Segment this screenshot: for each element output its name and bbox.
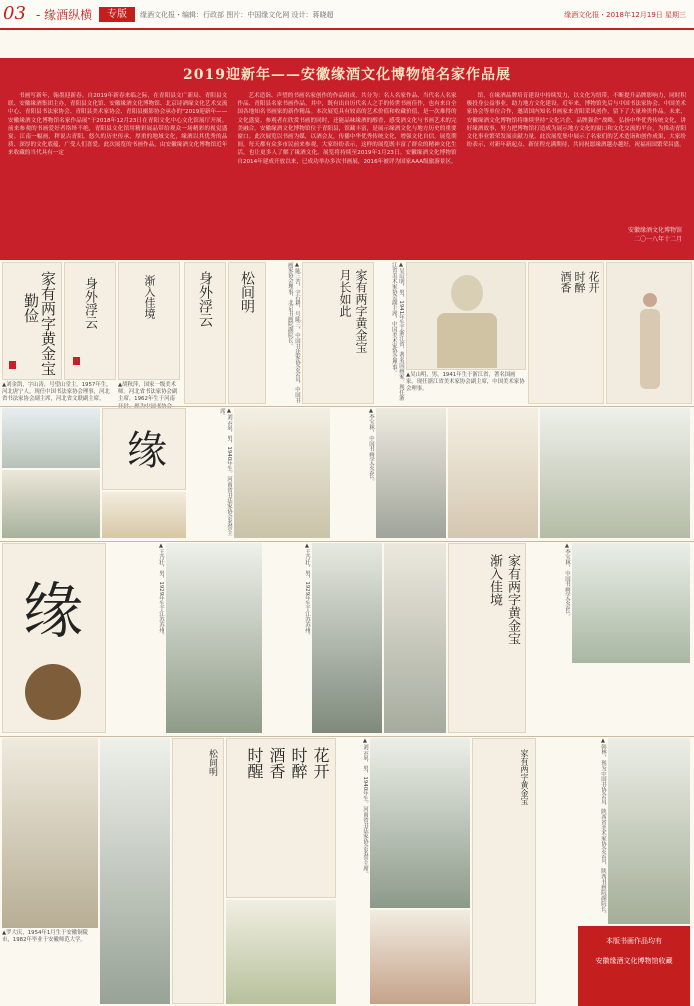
section-title: - 缘酒纵横 (36, 8, 93, 22)
artwork-calligraphy-9: 松间明 (172, 738, 224, 1004)
artwork-calligraphy-yuan-2: 缘 (2, 543, 106, 733)
feature-title: 2019迎新年——安徽缘酒文化博物馆名家作品展 (183, 67, 511, 83)
caption-2: ▲胡秋萍，国家一级美术师。河北省书法家协会副主席。1962年生于河南 (118, 382, 178, 403)
artwork-landscape-11 (608, 738, 690, 924)
artwork-calligraphy-11: 家有两字黄金宝 (472, 738, 536, 1004)
artwork-landscape-6 (312, 543, 382, 733)
artwork-landscape-10 (370, 738, 470, 908)
feature-signature: 安徽缘酒文化博物馆 二〇一八年十二月 (627, 227, 682, 243)
editor-credits: 缘酒文化报・编辑：行政部 图片：中国缘文化网 设计：蒋晓超 (140, 11, 334, 19)
artwork-landscape-3 (376, 408, 446, 538)
artwork-landscape-2 (2, 470, 100, 538)
caption-10: ▲李宝林，中国书画学会会长。 (564, 543, 570, 620)
artwork-portrait-painting (406, 262, 526, 370)
artwork-calligraphy-2: 身外浮云 (64, 262, 116, 380)
artwork-calligraphy-10: 花开 时醉 酒香 时醒 (226, 738, 336, 898)
page-header (0, 0, 694, 30)
caption-6: ▲刘云泉，男，1940年生。河南省书法家协会名誉主席。 (218, 408, 232, 536)
artwork-flower-1 (102, 492, 186, 538)
artwork-landscape-5 (166, 543, 262, 733)
artwork-flower-2 (370, 910, 470, 1004)
feature-banner (0, 58, 694, 260)
caption-4: ▲吴山明，男，1941年生于浙江省，著名国画家。现任浙江省美术家协会副主席，中国美术家协会理事。 (390, 262, 404, 401)
issue-date: ・2018年12月19日 星期三 (599, 11, 686, 19)
artwork-calligraphy-6: 家有两字黄金宝 月长如此 (302, 262, 374, 404)
caption-12: ▲刘云泉，男，1940年生。河南省书法家协会名誉主席。 (362, 738, 368, 877)
caption-8: ▲王乃壮，男，1929年生于江苏苏州。 (158, 543, 164, 639)
feature-column-3: 馆，在缘酒品牌培育建设中持续发力，以文化为纽带，不断提升品牌影响力，同时积极投身公益事业，助力地方文化建设。近年来，博物馆先后与中国书法家协会、中国美术家协会等单位合作，邀请国内知名书画家来青阳采风创作，留下了大量珍贵作品。未来，安徽缘酒文化博物馆将继续坚持“文化兴企、品牌强企”战略，弘扬中华优秀传统文化，讲好缘酒故事，努力把博物馆打造成为展示地方文化的窗口和文化交流的平台，为推动青阳文化事业繁荣发展贡献力量。此次展览集中展示了名家们的艺术造诣和创作成果，大家纷纷表示，对新年新起点、新征程充满期待，共同祝愿缘酒越办越好，祝福祖国繁荣昌盛。 (466, 93, 686, 149)
masthead-date (564, 10, 686, 20)
section-tag: 专版 (99, 7, 135, 22)
feature-column-2: 艺术造诣、声望的书画名家创作的作品组成，共分为：名人名家作品、当代名人名家作品、青阳县名家书画作品。其中，既有出自历代名人之手的传世书画佳作，也有来自全国各地知名书画家的新作精品。本次展览具有较高的艺术价值和收藏价值，是一次难得的文化盛宴。参观者在欣赏书画的同时，还能品味缘酒的醇香，感受酒文化与书画艺术的完美融合。安徽缘酒文化博物馆位于青阳县，馆藏丰富，是展示缘酒文化与地方历史的重要窗口。此次展览以书画为媒，以酒会友，传播中华优秀传统文化，增强文化自信。展览期间，每天都有众多市民前来参观，大家纷纷表示，这样的展览既丰富了群众的精神文化生活，也让更多人了解了缘酒文化。展览将持续至2019年1月23日。安徽缘酒文化博物馆自2014年建成开放以来，已成功举办多次书画展，2016年被评为国家AAA级旅游景区。 (237, 93, 457, 165)
artwork-figure-3 (2, 738, 98, 928)
artwork-calligraphy-7: 花开 时醉 酒香 (528, 262, 604, 404)
artwork-bird-painting (234, 408, 330, 538)
artwork-figure-painting (606, 262, 692, 404)
caption-5: ▲吴山明，男，1941年生于浙江省，著名国画家。现任浙江省美术家协会副主席，中国美术家协会理事。 (406, 372, 525, 393)
caption-3: ▲陈三苦，字石耕，号陈三，中国书法家协会会员，中国书画家协会理事，北京书画院副院长。 (286, 262, 300, 403)
collection-note: 本版书画作品均有 安徽缘酒文化博物馆收藏 (578, 926, 690, 1006)
artwork-bamboo (226, 900, 336, 1004)
artwork-calligraphy-3: 渐入佳境 (118, 262, 180, 380)
artwork-landscape-1 (2, 408, 100, 468)
artwork-calligraphy-1: 家有两字黄金宝 勤俭 (2, 262, 62, 380)
page-number: 03 (3, 3, 26, 24)
caption-1: ▲刘金凯，字山涛，号望山堂主。1957年生，河北唐宁人。现任中国书法家协会理事，河北省书法家协会副主席，河北省文联副主席。 (2, 382, 112, 403)
caption-11: ▲罗大庆，1954年1月生于安徽铜陵市，1982年毕业于安徽师范大学。 (2, 930, 88, 944)
feature-text (8, 92, 686, 242)
artwork-calligraphy-8: 家有两字黄金宝 渐入佳境 (448, 543, 526, 733)
artwork-calligraphy-4: 身外浮云 (184, 262, 226, 404)
artwork-landscape-7 (384, 543, 446, 733)
artwork-landscape-9 (100, 738, 170, 1004)
artwork-calligraphy-5: 松间明 (228, 262, 266, 404)
paper-name: 缘酒文化报 (564, 11, 600, 19)
caption-13: ▲韩林，现为中国书协会员，陕西省美术家协会会员，陕西书画院副院长。 (600, 738, 606, 917)
caption-9: ▲王乃壮，男，1929年生于江苏苏州。 (304, 543, 310, 639)
artwork-landscape-8 (572, 543, 690, 663)
artwork-landscape-4 (540, 408, 690, 538)
caption-7: ▲李宝林，中国书画学会会长。 (368, 408, 374, 485)
feature-column-1: 书画写新年，翰墨迎新春。自2019年新春来临之际，在青阳县文广新局、青阳县文联、安徽缘酒集团主办，青阳县文化馆、安徽缘酒文化博物馆、北京诗酒缘文化艺术交流中心、青阳县书法家协会、青阳县美术家协会、青阳县摄影协会承办的“2019迎新年——安徽缘酒文化博物馆名家作品展”于2018年12月23日在青阳文化中心文化馆展厅开展。前来参观的书画爱好者络绎不绝，青阳县文化馆用精彩展品带给观众一场精彩的视觉盛宴。江南一幅画，秤说古青阳。悠久的历史传承，厚重的地域文化，缘酒以其优秀的品质、深厚的文化底蕴，广受人们喜爱。此次展览的书画作品，由安徽缘酒文化博物馆近年来收藏的当代具有一定 (8, 93, 228, 157)
artwork-calligraphy-yuan-1: 缘 (102, 408, 186, 490)
artwork-figure-2 (448, 408, 538, 538)
